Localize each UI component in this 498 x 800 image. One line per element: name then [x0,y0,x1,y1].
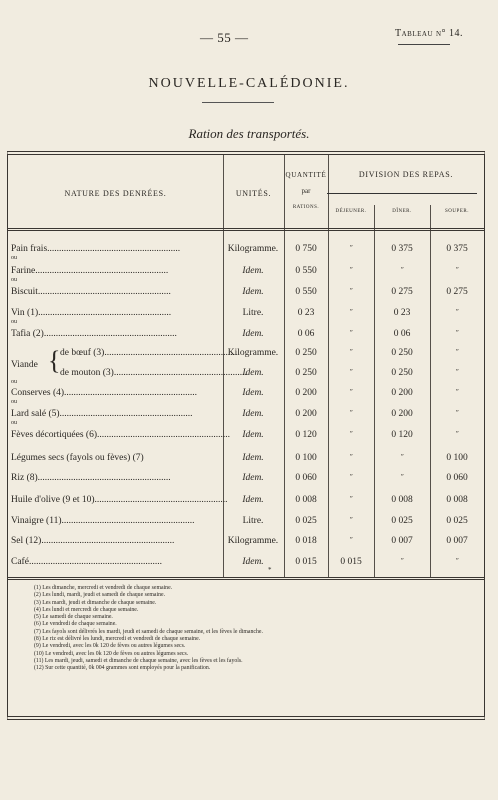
row-name: Café........................................................ [11,557,162,567]
row-quantity: 0 200 [295,409,317,419]
row-dejeuner: ″ [349,348,353,356]
row-diner: 0 250 [391,348,413,358]
row-diner: ″ [400,453,404,461]
footnote: (7) Les fayols sont délivrés les mardi, jeudi et samedi de chaque semaine, et les fèves le dimanche. [34,628,263,635]
row-quantity: 0 060 [295,473,317,483]
row-quantity: 0 06 [297,329,315,339]
tableau-number: Tableau n° 14. [395,28,464,39]
header-division: DIVISION DES REPAS. [358,170,454,179]
row-souper: 0 060 [446,473,468,483]
row-quantity: 0 120 [295,430,317,440]
row-name: Farine........................................................ [11,266,169,276]
row-souper: 0 100 [446,453,468,463]
row-dejeuner: ″ [349,308,353,316]
table-row [8,536,484,550]
row-quantity: 0 750 [295,244,317,254]
row-unit: Litre. [242,516,264,526]
title-divider [202,102,274,103]
row-souper: ″ [455,266,459,274]
row-name: Riz (8)........................................................ [11,473,171,483]
row-unit: Idem. [242,430,264,440]
row-dejeuner: ″ [349,473,353,481]
table-row [8,453,484,467]
page-number: — 55 — [200,30,249,45]
row-souper: ″ [455,308,459,316]
table-row [8,409,484,426]
row-ou: ou [11,319,17,325]
row-ou: ou [11,379,17,385]
row-quantity: 0 008 [295,495,317,505]
row-dejeuner: ″ [349,388,353,396]
row-dejeuner: ″ [349,287,353,295]
page-title: NOUVELLE-CALÉDONIE. [148,76,350,91]
row-souper: 0 025 [446,516,468,526]
row-unit: Kilogramme. [227,536,279,546]
row-unit: Idem. [242,473,264,483]
row-name: Biscuit........................................................ [11,287,171,297]
row-quantity: 0 23 [297,308,315,318]
row-ou: ou [11,255,17,261]
row-name: Légumes secs (fayols ou fèves) (7) [11,453,144,463]
row-unit: Idem. [242,266,264,276]
row-name: Lard salé (5)........................................................ [11,409,193,419]
row-quantity: 0 550 [295,287,317,297]
table-row [8,308,484,325]
table-row [8,287,484,301]
header-dejeuner: DÉJEUNER. [335,209,367,214]
row-ou: ou [11,399,17,405]
row-diner: 0 007 [391,536,413,546]
table-row [8,516,484,530]
row-unit: Idem. [242,495,264,505]
row-diner: 0 275 [391,287,413,297]
row-diner: 0 23 [393,308,411,318]
row-diner: ″ [400,266,404,274]
table-row [8,348,484,362]
row-unit: Kilogramme. [227,348,279,358]
row-dejeuner: ″ [349,536,353,544]
table-row [8,473,484,487]
row-unit: Idem. [242,409,264,419]
row-dejeuner: ″ [349,453,353,461]
row-unit: Idem. [242,368,264,378]
column-divider [284,155,285,578]
row-diner: 0 375 [391,244,413,254]
header-unites: UNITÉS. [235,189,272,198]
page-header [0,28,498,48]
row-souper: ″ [455,557,459,565]
header-nature: NATURE DES DENRÉES. [64,189,167,198]
footnote: (8) Le riz est délivré les lundi, mercredi et vendredi de chaque semaine. [34,636,201,643]
table-row [8,368,484,385]
row-diner: 0 200 [391,409,413,419]
tableau-underline [398,44,450,45]
row-diner: 0 250 [391,368,413,378]
row-souper: ″ [455,348,459,356]
row-souper: ″ [455,430,459,438]
row-quantity: 0 018 [295,536,317,546]
row-dejeuner: 0 015 [340,557,362,567]
row-quantity: 0 550 [295,266,317,276]
row-name: Fèves décortiquées (6)........................................................ [11,430,230,440]
header-quantite: QUANTITÉ [285,171,327,179]
row-unit: Kilogramme. [227,244,279,254]
row-name: Vin (1)........................................................ [11,308,172,318]
table-row [8,388,484,405]
row-souper: ″ [455,388,459,396]
row-dejeuner: ″ [349,495,353,503]
column-divider [223,155,224,578]
row-souper: 0 275 [446,287,468,297]
row-souper: 0 008 [446,495,468,505]
row-quantity: 0 025 [295,516,317,526]
row-diner: 0 120 [391,430,413,440]
footnote: (11) Les mardi, jeudi, samedi et dimanche de chaque semaine, avec les fèves et les fayols. [34,657,243,664]
footnote: (5) Le samedi de chaque semaine. [34,614,113,621]
footnote: (3) Les mardi, jeudi et dimanche de chaque semaine. [34,599,157,606]
row-name: de bœuf (3)........................................................ [60,348,238,358]
table-row [8,430,484,444]
row-name: Vinaigre (11)........................................................ [11,516,195,526]
row-name: Huile d'olive (9 et 10)........................................................ [11,495,228,505]
row-unit: Idem. [242,453,264,463]
row-quantity: 0 250 [295,368,317,378]
table-row [8,329,484,343]
row-souper: ″ [455,329,459,337]
row-ou: ou [11,277,17,283]
header-rule [8,228,484,231]
page-subtitle: Ration des transportés. [188,126,310,141]
row-quantity: 0 200 [295,388,317,398]
row-diner: ″ [400,557,404,565]
division-brace [327,193,477,194]
row-dejeuner: ″ [349,266,353,274]
row-diner: 0 200 [391,388,413,398]
row-unit: Idem. [242,329,264,339]
row-diner: 0 025 [391,516,413,526]
table-row [8,244,484,261]
row-unit: Litre. [242,308,264,318]
row-souper: ″ [455,409,459,417]
row-dejeuner: ″ [349,409,353,417]
header-quantite-rations: RATIONS. [292,205,320,210]
row-souper: 0 007 [446,536,468,546]
footnote: (6) Le vendredi de chaque semaine. [34,621,117,628]
footnote: (2) Les lundi, mardi, jeudi et samedi de chaque semaine. [34,592,166,599]
header-diner: DÎNER. [392,209,412,214]
row-souper: 0 375 [446,244,468,254]
viande-brace: { [48,346,61,375]
row-name: Conserves (4)........................................................ [11,388,198,398]
footnotes [34,585,474,673]
row-quantity: 0 100 [295,453,317,463]
row-dejeuner: ″ [349,244,353,252]
footnote: (10) Le vendredi, avec les 0k 120 de fèves ou autres légumes secs. [34,650,189,657]
footnote: (4) Les lundi et mercredi de chaque semaine. [34,606,139,613]
row-ou: ou [11,420,17,426]
row-dejeuner: ″ [349,329,353,337]
footnote: (12) Sur cette quantité, 0k 004 grammes sont employés pour la panification. [34,665,211,672]
row-name: Sel (12)........................................................ [11,536,175,546]
row-unit: Idem. [242,388,264,398]
table-row [8,495,484,509]
column-divider [328,155,329,578]
row-unit: Idem. [242,287,264,297]
header-quantite-par: par [301,187,311,195]
row-quantity: 0 015 [295,557,317,567]
table-row [8,266,484,283]
row-quantity: 0 250 [295,348,317,358]
row-dejeuner: ″ [349,368,353,376]
row-name: Tafia (2)........................................................ [11,329,177,339]
header-souper: SOUPER. [445,209,469,214]
viande-label: Viande [11,360,38,370]
footnote: (1) Les dimanche, mercredi et vendredi de chaque semaine. [34,585,173,591]
ration-table [7,151,485,720]
row-souper: ″ [455,368,459,376]
row-diner: 0 06 [393,329,411,339]
asterisk-mark: * [268,566,272,574]
table-row [8,557,484,571]
row-dejeuner: ″ [349,516,353,524]
row-name: Pain frais........................................................ [11,244,181,254]
row-diner: ″ [400,473,404,481]
row-unit: Idem. [242,557,264,567]
table-body-rule [8,577,484,580]
row-dejeuner: ″ [349,430,353,438]
footnote: (9) Le vendredi, avec les 0k 120 de fèves ou autres légumes secs. [34,643,186,650]
row-diner: 0 008 [391,495,413,505]
row-name: de mouton (3)........................................................ [60,368,247,378]
